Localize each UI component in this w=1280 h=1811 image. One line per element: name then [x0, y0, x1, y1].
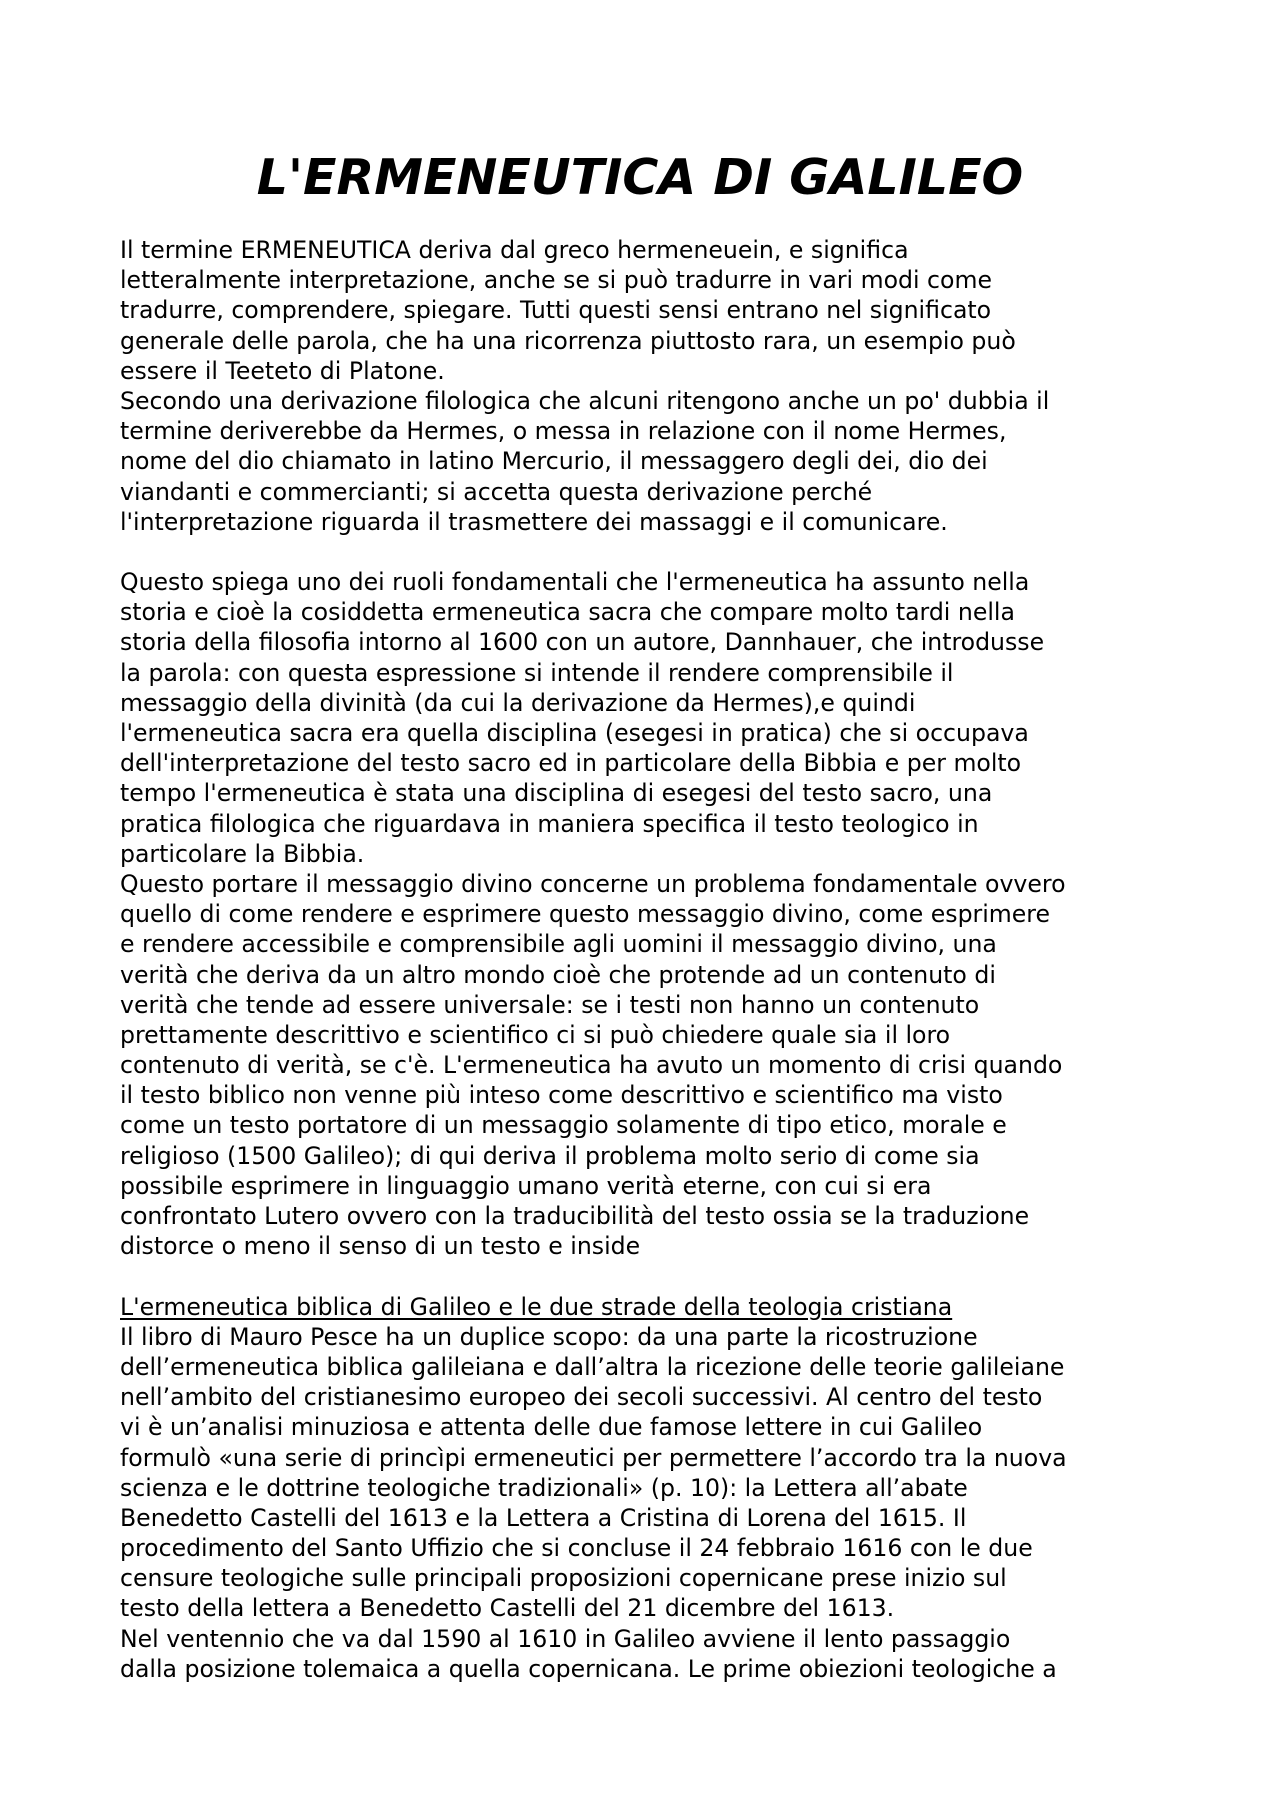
- paragraph: [120, 1624, 1180, 1684]
- text-line: generale delle parola, che ha una ricorrenza piuttosto rara, un esempio può: [120, 326, 1016, 355]
- text-line: tempo l'ermeneutica è stata una disciplina di esegesi del testo sacro, una: [120, 779, 993, 808]
- paragraph-spacer: [120, 1261, 1180, 1291]
- text-line: storia e cioè la cosiddetta ermeneutica sacra che compare molto tardi nella: [120, 598, 1015, 627]
- text-line: Il libro di Mauro Pesce ha un duplice scopo: da una parte la ricostruzione: [120, 1322, 978, 1351]
- text-line: Nel ventennio che va dal 1590 al 1610 in Galileo avviene il lento passaggio: [120, 1624, 1011, 1653]
- text-line: Benedetto Castelli del 1613 e la Lettera a Cristina di Lorena del 1615. Il: [120, 1503, 967, 1532]
- paragraph: [120, 567, 1180, 869]
- text-line: confrontato Lutero ovvero con la traducibilità del testo ossia se la traduzione: [120, 1202, 1030, 1230]
- text-line: termine deriverebbe da Hermes, o messa in relazione con il nome Hermes,: [120, 417, 1007, 446]
- text-line: come un testo portatore di un messaggio solamente di tipo etico, morale e: [120, 1111, 1007, 1140]
- text-line: procedimento del Santo Uffizio che si concluse il 24 febbraio 1616 con le due: [120, 1534, 1033, 1563]
- section-heading: L'ermeneutica biblica di Galileo e le due strade della teologia cristiana: [120, 1292, 953, 1321]
- paragraph: [120, 869, 1180, 1261]
- text-line: formulò «una serie di princìpi ermeneutici per permettere l’accordo tra la nuova: [120, 1443, 1067, 1472]
- text-line: Questo portare il messaggio divino concerne un problema fondamentale ovvero: [120, 869, 1066, 898]
- text-line: la parola: con questa espressione si intende il rendere comprensibile il: [120, 658, 954, 687]
- paragraph-spacer: [120, 537, 1180, 567]
- text-line: censure teologiche sulle principali proposizioni copernicane prese inizio sul: [120, 1564, 1007, 1593]
- text-line: viandanti e commercianti; si accetta questa derivazione perché: [120, 477, 873, 506]
- text-line: possibile esprimere in linguaggio umano verità eterne, con cui si era: [120, 1171, 932, 1200]
- text-line: essere il Teeteto di Platone.: [120, 356, 445, 385]
- text-line: l'ermeneutica sacra era quella disciplina (esegesi in pratica) che si occupava: [120, 719, 1029, 747]
- text-line: pratica filologica che riguardava in maniera specifica il testo teologico in: [120, 809, 979, 838]
- paragraph: [120, 1322, 1180, 1624]
- text-line: vi è un’analisi minuziosa e attenta delle due famose lettere in cui Galileo: [120, 1413, 983, 1442]
- text-line: prettamente descrittivo e scientifico ci si può chiedere quale sia il loro: [120, 1020, 951, 1049]
- text-line: quello di come rendere e esprimere questo messaggio divino, come esprimere: [120, 900, 1051, 929]
- text-line: Il termine ERMENEUTICA deriva dal greco hermeneuein, e significa: [120, 236, 909, 264]
- text-line: dell'interpretazione del testo sacro ed in particolare della Bibbia e per molto: [120, 749, 1022, 778]
- text-line: religioso (1500 Galileo); di qui deriva il problema molto serio di come sia: [120, 1141, 980, 1170]
- text-line: verità che tende ad essere universale: se i testi non hanno un contenuto: [120, 990, 980, 1019]
- text-line: contenuto di verità, se c'è. L'ermeneutica ha avuto un momento di crisi quando: [120, 1051, 1063, 1080]
- text-line: particolare la Bibbia.: [120, 839, 365, 868]
- text-line: l'interpretazione riguarda il trasmettere dei massaggi e il comunicare.: [120, 507, 948, 536]
- text-line: storia della filosofia intorno al 1600 con un autore, Dannhauer, che introdusse: [120, 628, 1045, 657]
- text-line: il testo biblico non venne più inteso come descrittivo e scientifico ma visto: [120, 1081, 1003, 1110]
- text-line: nome del dio chiamato in latino Mercurio, il messaggero degli dei, dio dei: [120, 447, 988, 476]
- text-line: dell’ermeneutica biblica galileiana e dall’altra la ricezione delle teorie galileiane: [120, 1352, 1065, 1381]
- text-line: scienza e le dottrine teologiche tradizionali» (p. 10): la Lettera all’abate: [120, 1473, 968, 1502]
- document-body: [120, 235, 1180, 1684]
- paragraph: [120, 235, 1180, 386]
- text-line: letteralmente interpretazione, anche se si può tradurre in vari modi come: [120, 266, 992, 295]
- text-line: tradurre, comprendere, spiegare. Tutti questi sensi entrano nel significato: [120, 296, 992, 325]
- text-line: messaggio della divinità (da cui la derivazione da Hermes),e quindi: [120, 688, 916, 717]
- text-line: distorce o meno il senso di un testo e inside: [120, 1232, 641, 1261]
- text-line: Questo spiega uno dei ruoli fondamentali che l'ermeneutica ha assunto nella: [120, 568, 1030, 597]
- text-line: Secondo una derivazione filologica che alcuni ritengono anche un po' dubbia il: [120, 386, 1050, 415]
- text-line: testo della lettera a Benedetto Castelli del 21 dicembre del 1613.: [120, 1594, 895, 1623]
- text-line: verità che deriva da un altro mondo cioè che protende ad un contenuto di: [120, 960, 996, 989]
- text-line: nell’ambito del cristianesimo europeo dei secoli successivi. Al centro del testo: [120, 1383, 1043, 1412]
- text-line: e rendere accessibile e comprensibile agli uomini il messaggio divino, una: [120, 930, 997, 959]
- paragraph: [120, 386, 1180, 537]
- page-title: L'ERMENEUTICA DI GALILEO: [256, 149, 1024, 206]
- text-line: dalla posizione tolemaica a quella copernicana. Le prime obiezioni teologiche a: [120, 1654, 1057, 1683]
